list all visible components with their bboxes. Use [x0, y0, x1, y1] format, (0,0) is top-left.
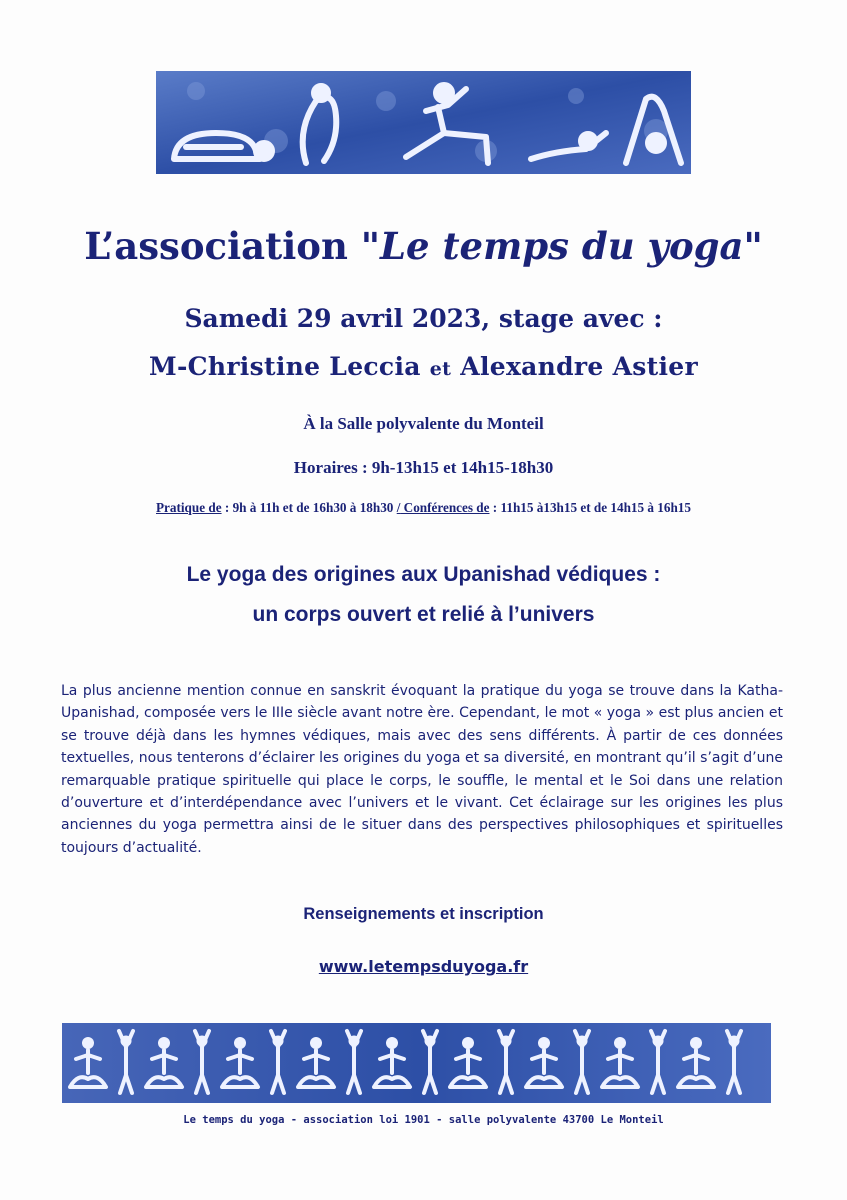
topic-line-1: Le yoga des origines aux Upanishad védiques : — [186, 563, 661, 586]
practice-label: Pratique de — [156, 500, 222, 515]
speaker-1: M-Christine Leccia — [149, 352, 421, 381]
association-title — [0, 224, 847, 268]
venue-line: À la Salle polyvalente du Monteil — [303, 414, 544, 433]
conference-times: : 11h15 à13h15 et de 14h15 à 16h15 — [489, 500, 691, 515]
conference-label: Conférences de — [400, 500, 490, 515]
schedule-line — [0, 500, 847, 516]
schedule-separator: / — [396, 500, 401, 515]
yoga-poses-banner-icon — [156, 71, 691, 174]
title-italic-name: Le temps du yoga — [380, 224, 744, 268]
footer-text: Le temps du yoga - association loi 1901 - salle polyvalente 43700 Le Monteil — [183, 1114, 664, 1126]
speaker-2: Alexandre Astier — [460, 352, 698, 381]
topic-line-2: un corps ouvert et relié à l’univers — [252, 603, 595, 626]
website-link[interactable]: www.letempsduyoga.fr — [318, 957, 529, 976]
event-date: Samedi 29 avril 2023, stage avec : — [184, 304, 663, 333]
title-suffix: " — [743, 224, 763, 268]
hours-line: Horaires : 9h-13h15 et 14h15-18h30 — [293, 458, 554, 477]
speakers-line — [0, 352, 847, 381]
title-prefix: L’association " — [84, 224, 381, 268]
and-word: et — [429, 358, 452, 380]
yoga-figures-frieze-icon — [62, 1023, 771, 1103]
description-paragraph: La plus ancienne mention connue en sanskrit évoquant la pratique du yoga se trouve dans la Katha-Upanishad, composée vers le IIIe siècle avant notre ère. Cependant, le mot « yoga » est plus ancien et se trouve déjà dans les hymnes védiques, mais avec des sens différents. À partir de ces données textuelles, nous tenterons d’éclairer les origines du yoga et sa diversité, en montrant qu’il s’agit d’une remarquable pratique spirituelle qui place le corps, le souffle, le mental et le Soi dans une relation d’ouverture et d’interdépendance avec l’univers et le vivant. Cet éclairage sur les origines les plus anciennes du yoga permettra ainsi de le situer dans des perspectives philosophiques et spirituelles toujours d’actualité. — [61, 683, 783, 856]
practice-times: : 9h à 11h et de 16h30 à 18h30 — [221, 500, 397, 515]
contact-label: Renseignements et inscription — [303, 905, 544, 923]
